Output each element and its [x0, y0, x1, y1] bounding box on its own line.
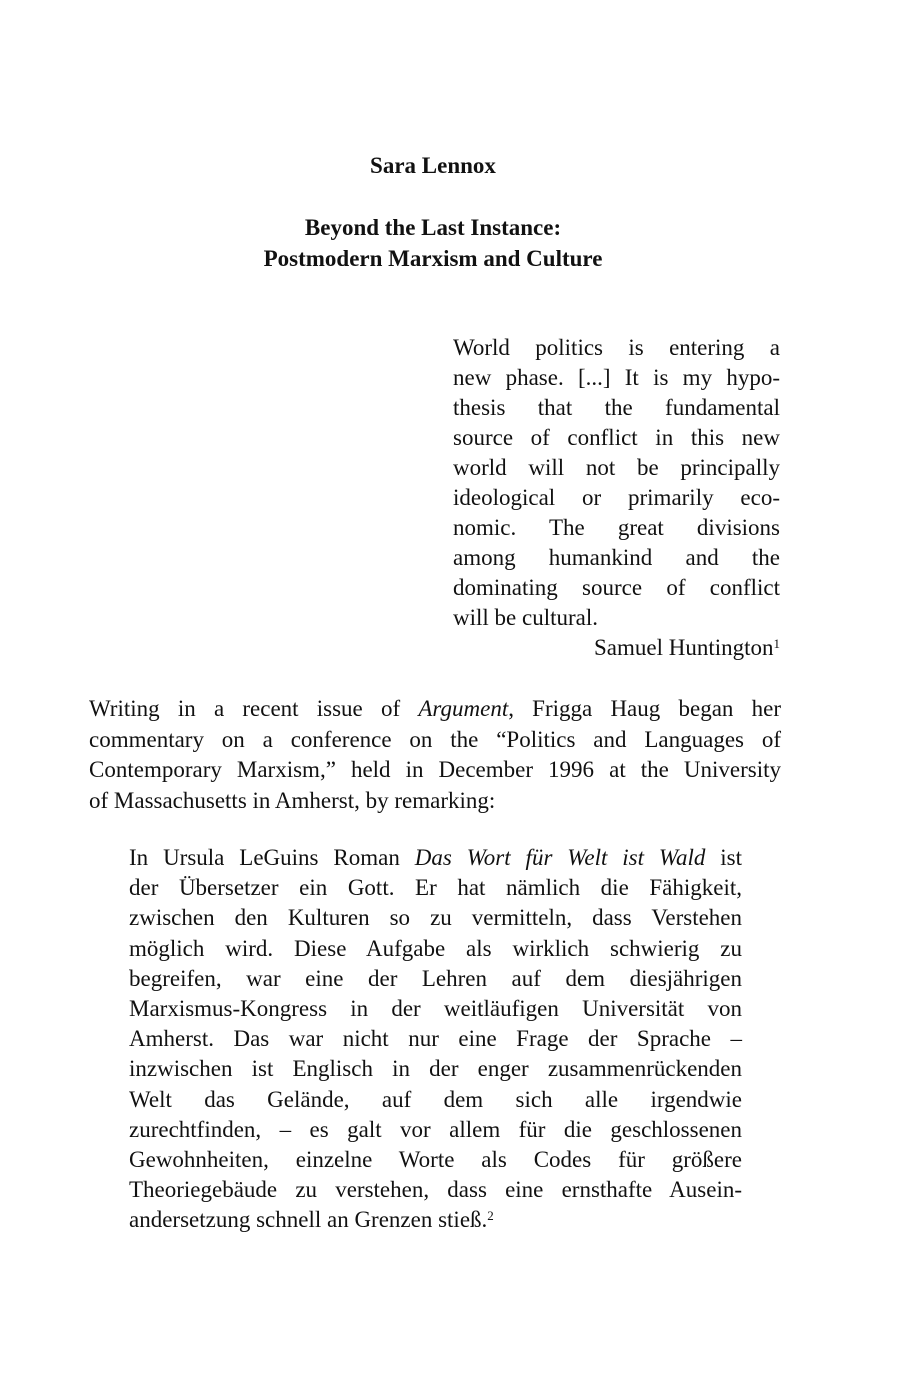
quote-line-1-rest: ist: [705, 845, 742, 870]
quote-line: inzwischen ist Englisch in der enger zusammenrückenden: [129, 1056, 742, 1082]
quote-line: Welt das Gelände, auf dem sich alle irgendwie: [129, 1086, 742, 1112]
journal-title: Argument: [418, 696, 509, 721]
epigraph-line: dominating source of conflict: [453, 575, 780, 600]
novel-title: Das Wort für Welt ist Wald: [414, 845, 706, 870]
quote-line: Theoriegebäude zu verstehen, dass eine ernsthafte Ausein-: [129, 1177, 742, 1203]
title-line-1: Beyond the Last Instance:: [304, 215, 562, 240]
quote-line: zurechtfinden, – es galt vor allem für die geschlossenen: [129, 1116, 742, 1142]
paragraph-line-1-rest: , Frigga Haug began her: [508, 696, 781, 721]
author-name: Sara Lennox: [370, 153, 496, 178]
epigraph-line: will be cultural.: [453, 605, 598, 630]
epigraph-line: World politics is entering a: [453, 335, 780, 360]
footnote-marker-1: 1: [773, 636, 780, 651]
epigraph-line: world will not be principally: [453, 455, 780, 480]
block-quote: [129, 843, 742, 1236]
footnote-marker-2: 2: [487, 1208, 494, 1224]
epigraph-source-name: Samuel Huntington: [593, 635, 774, 660]
quote-line: [129, 1205, 742, 1235]
paragraph-line: Contemporary Marxism,” held in December 1996 at the University: [89, 757, 781, 782]
quote-line-1-text: In Ursula LeGuins Roman: [129, 845, 415, 870]
quote-line: der Übersetzer ein Gott. Er hat nämlich die Fähigkeit,: [129, 875, 742, 901]
quote-line: möglich wird. Diese Aufgabe als wirklich schwierig zu: [129, 935, 742, 961]
article-title: [0, 212, 866, 274]
epigraph: [453, 333, 780, 663]
epigraph-line: nomic. The great divisions: [453, 515, 780, 540]
epigraph-line: thesis that the fundamental: [453, 395, 780, 420]
epigraph-line: among humankind and the: [453, 545, 780, 570]
quote-line: zwischen den Kulturen so zu vermitteln, dass Verstehen: [129, 905, 742, 931]
quote-line: [129, 843, 742, 873]
epigraph-source: [453, 633, 780, 663]
paragraph-line: of Massachusetts in Amherst, by remarking:: [89, 787, 496, 813]
quote-line: Marxismus-Kongress in der weitläufigen Universität von: [129, 996, 742, 1022]
paragraph-line-1-text: Writing in a recent issue of: [89, 696, 419, 721]
paragraph-line: commentary on a conference on the “Politics and Languages of: [89, 726, 781, 752]
quote-line: begreifen, war eine der Lehren auf dem diesjährigen: [129, 965, 742, 991]
title-line-2: Postmodern Marxism and Culture: [263, 246, 603, 271]
epigraph-line: ideological or primarily eco-: [453, 485, 780, 510]
quote-last-line-text: andersetzung schnell an Grenzen stieß.: [129, 1207, 488, 1233]
quote-line: Amherst. Das war nicht nur eine Frage der Sprache –: [129, 1026, 742, 1052]
epigraph-line: new phase. [...] It is my hypo-: [453, 365, 780, 390]
quote-line: Gewohnheiten, einzelne Worte als Codes für größere: [129, 1147, 742, 1173]
epigraph-line: source of conflict in this new: [453, 425, 780, 450]
body-paragraph: [89, 694, 781, 816]
paragraph-line: [89, 694, 781, 725]
